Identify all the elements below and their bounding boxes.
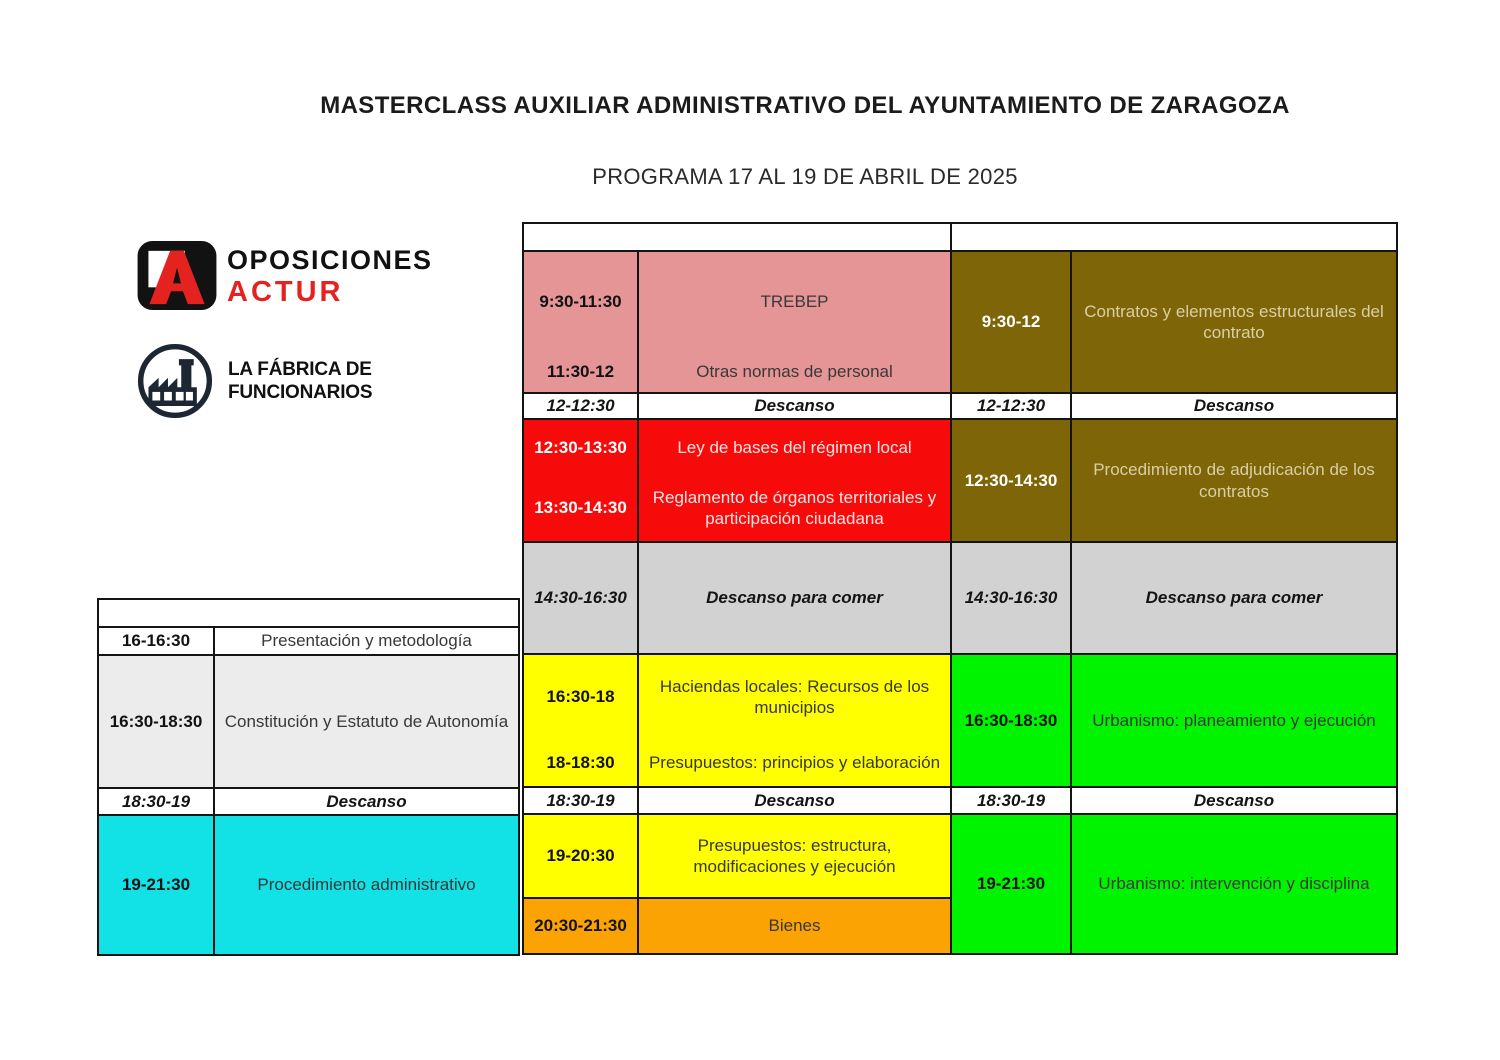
time-cell: 9:30-12 (952, 252, 1070, 392)
time-cell: 16-16:30 (99, 628, 213, 654)
content-cell: Constitución y Estatuto de Autonomía (215, 656, 518, 787)
content-cell-break: Descanso (215, 789, 518, 814)
fabrica-logo-text (228, 358, 372, 404)
content-cell: TREBEP Otras normas de personal (639, 252, 950, 392)
content-cell: Presupuestos: estructura, modificaciones y ejecución (639, 815, 950, 897)
logo-oposiciones-actur (137, 241, 433, 310)
day-header-jueves: JUEVES 17 (99, 600, 518, 626)
time-cell: 12:30-13:30 13:30-14:30 (524, 420, 637, 541)
content-cell-break: Descanso (1072, 788, 1396, 813)
time-cell: 9:30-11:30 11:30-12 (524, 252, 637, 392)
content-cell-lunch: Descanso para comer (1072, 543, 1396, 653)
content-cell: Haciendas locales: Recursos de los municipios Presupuestos: principios y elaboración (639, 655, 950, 786)
time-cell: 16:30-18 18-18:30 (524, 655, 637, 786)
time-cell-break: 18:30-19 (99, 789, 213, 814)
actur-logo-line1: OPOSICIONES (227, 245, 433, 275)
fabrica-logo-line2: FUNCIONARIOS (228, 382, 373, 403)
time-cell: 16:30-18:30 (99, 656, 213, 787)
time-cell-lunch: 14:30-16:30 (524, 543, 637, 653)
logo-fabrica-funcionarios (136, 342, 372, 420)
factory-icon (136, 342, 214, 420)
time-cell-break: 18:30-19 (524, 788, 637, 813)
time-cell-break: 18:30-19 (952, 788, 1070, 813)
content-cell: Bienes (639, 899, 950, 953)
time-cell: 19-20:30 (524, 815, 637, 897)
content-cell: Contratos y elementos estructurales del contrato (1072, 252, 1396, 392)
fabrica-logo-line1: LA FÁBRICA DE (228, 358, 372, 380)
content-cell-break: Descanso (639, 394, 950, 418)
time-cell: 16:30-18:30 (952, 655, 1070, 786)
content-cell: Presentación y metodología (215, 628, 518, 654)
content-cell: Procedimiento administrativo (215, 816, 518, 954)
time-cell: 12:30-14:30 (952, 420, 1070, 541)
schedule-table-jueves (97, 598, 520, 956)
content-cell: Procedimiento de adjudicación de los contratos (1072, 420, 1396, 541)
time-cell: 19-21:30 (952, 815, 1070, 953)
content-cell-break: Descanso (1072, 394, 1396, 418)
content-cell: Urbanismo: planeamiento y ejecución (1072, 655, 1396, 786)
schedule-table-viernes-sabado (522, 222, 1398, 955)
content-cell: Urbanismo: intervención y disciplina (1072, 815, 1396, 953)
page-title: MASTERCLASS AUXILIAR ADMINISTRATIVO DEL AYUNTAMIENTO DE ZARAGOZA (320, 92, 1290, 119)
content-cell-lunch: Descanso para comer (639, 543, 950, 653)
actur-logo-line2: ACTUR (227, 276, 344, 308)
actur-a-icon (137, 241, 217, 310)
time-cell-break: 12-12:30 (952, 394, 1070, 418)
actur-logo-text (227, 241, 433, 307)
day-header-viernes: VIERNES 18 (524, 224, 950, 250)
time-cell: 20:30-21:30 (524, 899, 637, 953)
page-subtitle: PROGRAMA 17 AL 19 DE ABRIL DE 2025 (592, 164, 1018, 189)
content-cell: Ley de bases del régimen local Reglamento de órganos territoriales y participación ciudadana (639, 420, 950, 541)
day-header-sabado: SÁBADO 19 (952, 224, 1396, 250)
time-cell: 19-21:30 (99, 816, 213, 954)
time-cell-lunch: 14:30-16:30 (952, 543, 1070, 653)
time-cell-break: 12-12:30 (524, 394, 637, 418)
content-cell-break: Descanso (639, 788, 950, 813)
